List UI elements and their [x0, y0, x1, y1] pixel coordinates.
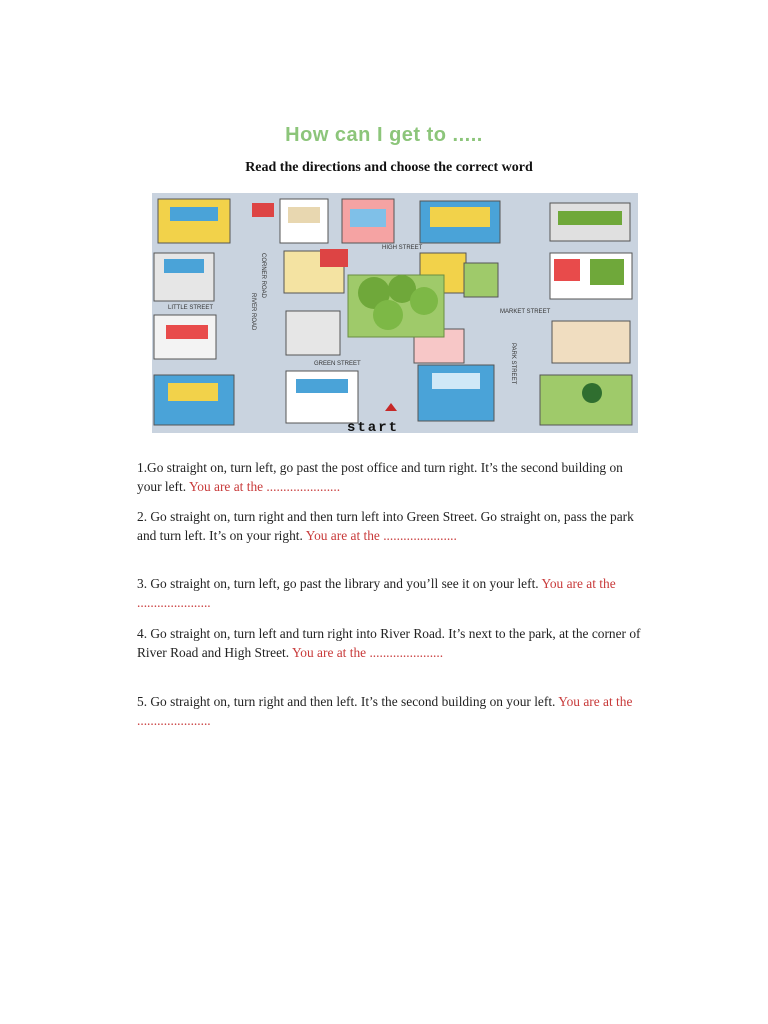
street-label: LITTLE STREET — [168, 305, 214, 311]
question-text: 2. Go straight on, turn right and then turn left into Green Street. Go straight on, pass the park and turn left. It’s on your right. — [137, 509, 634, 543]
question-2 — [137, 507, 647, 545]
worksheet-title: How can I get to ..... — [285, 124, 483, 146]
answer-blank: You are at the ...................... — [137, 576, 616, 610]
street-label: PARK STREET — [510, 343, 516, 385]
street-label: MARKET STREET — [500, 309, 551, 315]
question-3 — [137, 574, 647, 612]
street-label: GREEN STREET — [314, 361, 361, 367]
question-4 — [137, 624, 647, 662]
question-5 — [137, 692, 647, 730]
street-label: HIGH STREET — [382, 245, 423, 251]
question-text: 5. Go straight on, turn right and then left. It’s the second building on your left. — [137, 694, 556, 709]
start-label: start — [347, 420, 400, 436]
town-map-illustration — [152, 193, 638, 433]
question-text: 1.Go straight on, turn left, go past the post office and turn right. It’s the second building on your left. — [137, 460, 623, 494]
answer-blank: You are at the ...................... — [188, 479, 341, 494]
answer-blank: You are at the ...................... — [291, 645, 444, 660]
buildings-top-row — [158, 199, 630, 243]
question-text: 3. Go straight on, turn left, go past the library and you’ll see it on your left. — [137, 576, 539, 591]
town-map — [152, 193, 638, 433]
street-label: CORNER ROAD — [260, 253, 266, 299]
park — [348, 275, 444, 337]
answer-blank: You are at the ...................... — [137, 694, 633, 728]
answer-blank: You are at the ...................... — [305, 528, 457, 543]
worksheet-subtitle: Read the directions and choose the correct word — [245, 160, 533, 175]
question-1 — [137, 458, 647, 496]
question-text: 4. Go straight on, turn left and turn right into River Road. It’s next to the park, at the corner of River Road and High Street. — [137, 626, 641, 660]
street-label: RIVER ROAD — [250, 293, 256, 331]
buildings-right-column — [540, 253, 632, 425]
